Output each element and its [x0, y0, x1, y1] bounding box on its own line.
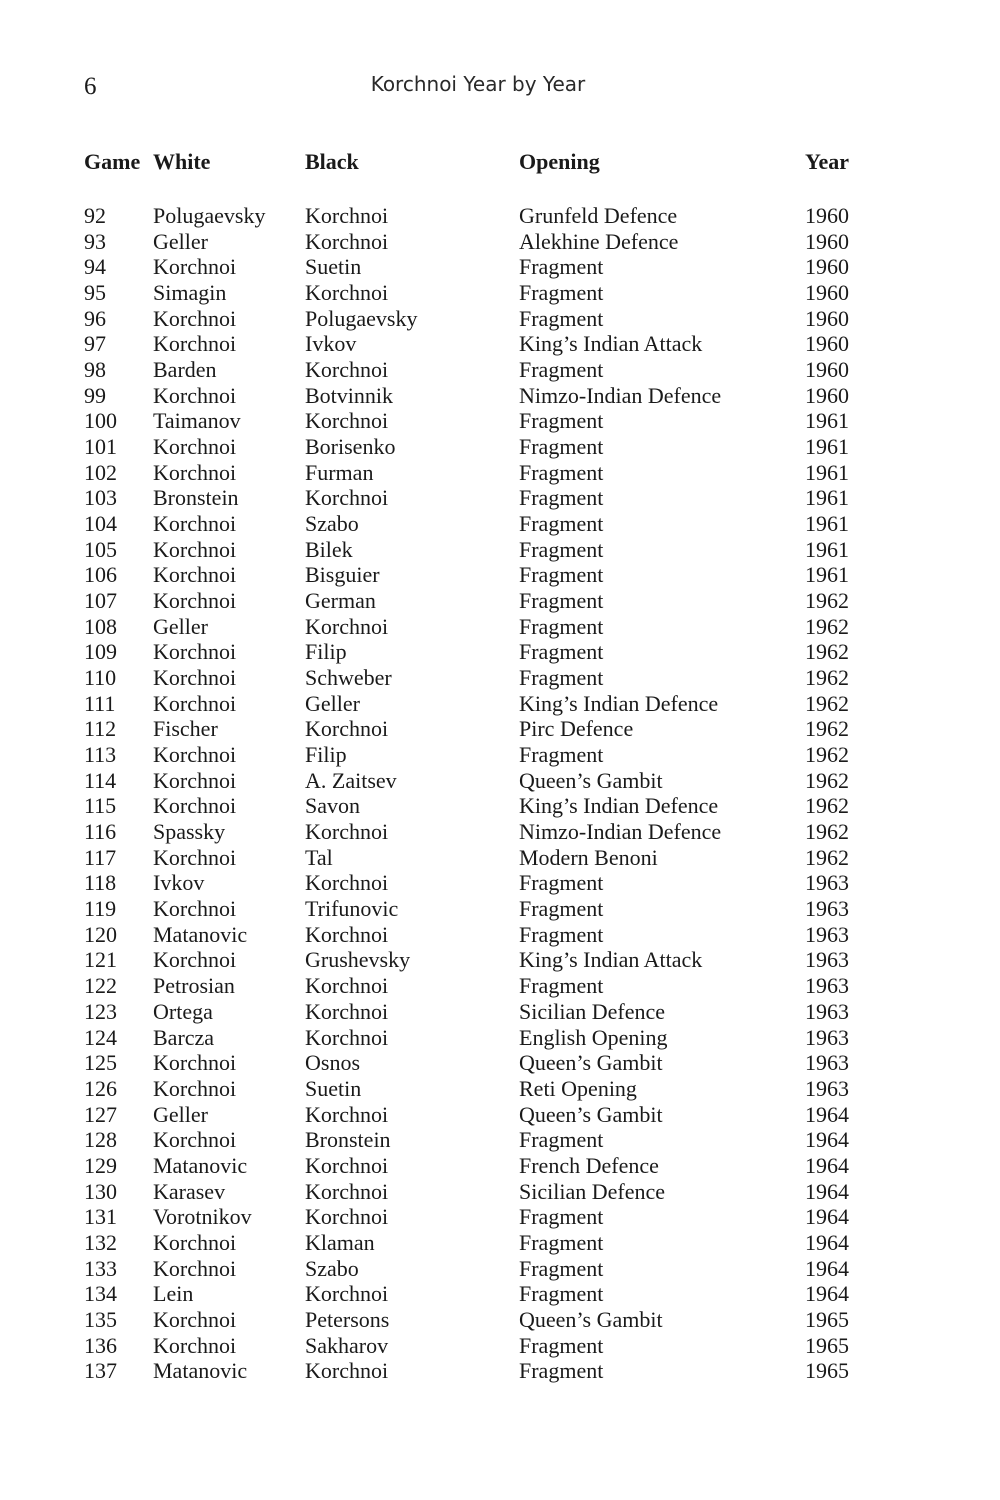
cell-game: 119 [84, 896, 117, 922]
cell-opening: Fragment [519, 254, 604, 280]
cell-black: Korchnoi [305, 280, 389, 306]
cell-white: Korchnoi [153, 434, 237, 460]
table-row [84, 793, 864, 819]
cell-year: 1964 [805, 1152, 849, 1178]
cell-year: 1960 [805, 357, 849, 383]
cell-opening: Fragment [519, 896, 604, 922]
cell-black: Suetin [305, 1075, 362, 1101]
cell-black: Korchnoi [305, 1178, 389, 1204]
cell-white: Matanovic [153, 1152, 248, 1178]
cell-white: Korchnoi [153, 947, 237, 973]
cell-opening: Queen’s Gambit [519, 1050, 663, 1076]
cell-game: 106 [84, 562, 117, 588]
cell-black: Korchnoi [305, 228, 389, 254]
header-opening: Opening [519, 149, 600, 174]
cell-game: 133 [84, 1255, 117, 1281]
cell-game: 121 [84, 947, 117, 973]
cell-opening: Fragment [519, 1281, 604, 1307]
cell-year: 1960 [805, 382, 849, 408]
cell-game: 126 [84, 1075, 117, 1101]
table-row [84, 973, 864, 999]
cell-year: 1960 [805, 228, 849, 254]
cell-black: Schweber [305, 665, 392, 691]
cell-opening: Fragment [519, 1229, 604, 1255]
cell-white: Spassky [153, 819, 226, 845]
cell-year: 1962 [805, 716, 849, 742]
cell-opening: Fragment [519, 511, 604, 537]
cell-year: 1962 [805, 767, 849, 793]
cell-white: Geller [153, 1101, 208, 1127]
cell-opening: Reti Opening [519, 1075, 637, 1101]
cell-white: Matanovic [153, 921, 248, 947]
cell-year: 1962 [805, 793, 849, 819]
table-row [84, 742, 864, 768]
cell-game: 134 [84, 1281, 117, 1307]
cell-year: 1962 [805, 844, 849, 870]
table-row [84, 280, 864, 306]
cell-black: Korchnoi [305, 1204, 389, 1230]
cell-year: 1964 [805, 1178, 849, 1204]
cell-black: Furman [305, 459, 374, 485]
table-row [84, 1179, 864, 1205]
cell-black: Sakharov [305, 1332, 389, 1358]
table-row [84, 1153, 864, 1179]
cell-opening: Fragment [519, 536, 604, 562]
cell-white: Korchnoi [153, 536, 237, 562]
table-row [84, 254, 864, 280]
cell-black: Korchnoi [305, 716, 389, 742]
cell-opening: Fragment [519, 305, 604, 331]
table-row [84, 1050, 864, 1076]
cell-year: 1962 [805, 690, 849, 716]
table-row [84, 383, 864, 409]
cell-black: Korchnoi [305, 485, 389, 511]
cell-white: Korchnoi [153, 639, 237, 665]
cell-year: 1965 [805, 1332, 849, 1358]
cell-white: Korchnoi [153, 793, 237, 819]
cell-year: 1964 [805, 1101, 849, 1127]
cell-year: 1960 [805, 280, 849, 306]
cell-year: 1963 [805, 947, 849, 973]
cell-game: 125 [84, 1050, 117, 1076]
cell-black: Osnos [305, 1050, 361, 1076]
table-row [84, 460, 864, 486]
table-row [84, 1281, 864, 1307]
cell-white: Korchnoi [153, 844, 237, 870]
cell-black: Borisenko [305, 434, 396, 460]
cell-opening: King’s Indian Attack [519, 331, 703, 357]
cell-game: 132 [84, 1229, 117, 1255]
cell-white: Korchnoi [153, 1050, 237, 1076]
cell-opening: Fragment [519, 562, 604, 588]
cell-game: 127 [84, 1101, 117, 1127]
cell-white: Korchnoi [153, 382, 237, 408]
cell-year: 1963 [805, 998, 849, 1024]
cell-white: Korchnoi [153, 690, 237, 716]
cell-white: Ortega [153, 998, 213, 1024]
cell-year: 1960 [805, 331, 849, 357]
cell-opening: Pirc Defence [519, 716, 634, 742]
cell-game: 92 [84, 203, 106, 228]
header-game: Game [84, 149, 141, 174]
table-row [84, 537, 864, 563]
cell-opening: Fragment [519, 1204, 604, 1230]
cell-black: Klaman [305, 1229, 375, 1255]
cell-opening: Fragment [519, 1255, 604, 1281]
cell-black: German [305, 588, 376, 614]
cell-white: Korchnoi [153, 254, 237, 280]
table-row [84, 331, 864, 357]
cell-year: 1965 [805, 1358, 849, 1384]
cell-game: 103 [84, 485, 117, 511]
cell-black: Suetin [305, 254, 362, 280]
table-row [84, 562, 864, 588]
cell-black: Szabo [305, 511, 359, 537]
cell-game: 113 [84, 742, 117, 768]
cell-white: Korchnoi [153, 1306, 237, 1332]
cell-black: Tal [305, 844, 333, 870]
cell-game: 96 [84, 305, 106, 331]
cell-black: Korchnoi [305, 1358, 389, 1384]
header-black: Black [305, 149, 359, 174]
cell-year: 1964 [805, 1127, 849, 1153]
cell-opening: Fragment [519, 1127, 604, 1153]
table-row [84, 614, 864, 640]
cell-year: 1961 [805, 562, 849, 588]
cell-game: 110 [84, 665, 117, 691]
cell-white: Karasev [153, 1178, 226, 1204]
cell-year: 1963 [805, 921, 849, 947]
table-row [84, 229, 864, 255]
table-row [84, 1358, 864, 1384]
table-row [84, 1204, 864, 1230]
cell-opening: Fragment [519, 1358, 604, 1384]
cell-white: Petrosian [153, 973, 235, 999]
cell-opening: Fragment [519, 588, 604, 614]
page-number: 6 [84, 73, 97, 100]
cell-game: 128 [84, 1127, 117, 1153]
games-table [84, 148, 864, 1384]
table-row [84, 639, 864, 665]
cell-white: Korchnoi [153, 1075, 237, 1101]
cell-game: 109 [84, 639, 117, 665]
cell-year: 1963 [805, 1050, 849, 1076]
cell-game: 122 [84, 973, 117, 999]
cell-year: 1963 [805, 1024, 849, 1050]
cell-black: Korchnoi [305, 819, 389, 845]
cell-year: 1964 [805, 1281, 849, 1307]
cell-opening: Queen’s Gambit [519, 1101, 663, 1127]
cell-year: 1963 [805, 870, 849, 896]
cell-black: Korchnoi [305, 408, 389, 434]
table-row [84, 947, 864, 973]
cell-year: 1961 [805, 485, 849, 511]
cell-opening: Sicilian Defence [519, 1178, 665, 1204]
table-row [84, 691, 864, 717]
cell-white: Korchnoi [153, 562, 237, 588]
cell-opening: Nimzo-Indian Defence [519, 382, 722, 408]
table-row [84, 1076, 864, 1102]
cell-opening: Queen’s Gambit [519, 767, 663, 793]
cell-game: 108 [84, 613, 117, 639]
cell-game: 93 [84, 228, 106, 254]
cell-black: Bronstein [305, 1127, 391, 1153]
table-header-row [84, 148, 864, 176]
cell-year: 1964 [805, 1229, 849, 1255]
cell-opening: King’s Indian Defence [519, 793, 719, 819]
cell-opening: French Defence [519, 1152, 659, 1178]
cell-black: Trifunovic [305, 896, 399, 922]
cell-black: Korchnoi [305, 1152, 389, 1178]
cell-white: Korchnoi [153, 742, 237, 768]
table-row [84, 511, 864, 537]
table-row [84, 1127, 864, 1153]
cell-year: 1960 [805, 254, 849, 280]
cell-year: 1964 [805, 1204, 849, 1230]
cell-game: 131 [84, 1204, 117, 1230]
cell-white: Fischer [153, 716, 218, 742]
cell-white: Bronstein [153, 485, 239, 511]
cell-game: 117 [84, 844, 117, 870]
table-row [84, 768, 864, 794]
cell-game: 99 [84, 382, 106, 408]
running-head: Korchnoi Year by Year [370, 72, 586, 96]
cell-game: 100 [84, 408, 117, 434]
cell-white: Korchnoi [153, 1332, 237, 1358]
cell-game: 105 [84, 536, 117, 562]
cell-game: 136 [84, 1332, 117, 1358]
cell-white: Barden [153, 357, 217, 383]
cell-white: Korchnoi [153, 511, 237, 537]
cell-year: 1963 [805, 896, 849, 922]
cell-opening: King’s Indian Defence [519, 690, 719, 716]
cell-opening: Fragment [519, 280, 604, 306]
cell-opening: Modern Benoni [519, 844, 658, 870]
cell-black: Korchnoi [305, 1024, 389, 1050]
cell-opening: Fragment [519, 973, 604, 999]
cell-opening: Fragment [519, 921, 604, 947]
cell-opening: Alekhine Defence [519, 228, 679, 254]
cell-white: Korchnoi [153, 331, 237, 357]
cell-opening: Fragment [519, 870, 604, 896]
table-row [84, 665, 864, 691]
cell-year: 1963 [805, 973, 849, 999]
cell-black: Botvinnik [305, 382, 394, 408]
cell-game: 107 [84, 588, 117, 614]
cell-black: Savon [305, 793, 360, 819]
cell-game: 114 [84, 767, 117, 793]
cell-white: Korchnoi [153, 1255, 237, 1281]
table-row [84, 1333, 864, 1359]
cell-year: 1962 [805, 742, 849, 768]
cell-black: Petersons [305, 1306, 390, 1332]
cell-opening: Fragment [519, 357, 604, 383]
cell-white: Barcza [153, 1024, 215, 1050]
cell-opening: Fragment [519, 485, 604, 511]
cell-year: 1960 [805, 305, 849, 331]
cell-white: Korchnoi [153, 767, 237, 793]
cell-game: 101 [84, 434, 117, 460]
table-row [84, 306, 864, 332]
cell-black: Korchnoi [305, 921, 389, 947]
cell-white: Matanovic [153, 1358, 248, 1384]
cell-white: Vorotnikov [153, 1204, 252, 1230]
cell-white: Taimanov [153, 408, 241, 434]
table-row [84, 485, 864, 511]
cell-opening: Fragment [519, 434, 604, 460]
cell-black: Bilek [305, 536, 353, 562]
cell-black: Korchnoi [305, 1101, 389, 1127]
cell-game: 98 [84, 357, 106, 383]
cell-white: Geller [153, 613, 208, 639]
cell-black: Korchnoi [305, 357, 389, 383]
cell-game: 112 [84, 716, 117, 742]
cell-white: Geller [153, 228, 208, 254]
cell-white: Korchnoi [153, 1127, 237, 1153]
cell-game: 95 [84, 280, 106, 306]
cell-game: 115 [84, 793, 117, 819]
cell-year: 1962 [805, 819, 849, 845]
cell-year: 1962 [805, 639, 849, 665]
cell-year: 1962 [805, 613, 849, 639]
cell-black: A. Zaitsev [305, 767, 397, 793]
cell-white: Korchnoi [153, 896, 237, 922]
cell-year: 1961 [805, 536, 849, 562]
cell-black: Korchnoi [305, 973, 389, 999]
cell-year: 1961 [805, 459, 849, 485]
cell-game: 102 [84, 459, 117, 485]
table-row [84, 1256, 864, 1282]
cell-game: 124 [84, 1024, 117, 1050]
cell-year: 1964 [805, 1255, 849, 1281]
cell-year: 1962 [805, 665, 849, 691]
cell-white: Korchnoi [153, 588, 237, 614]
cell-black: Filip [305, 639, 347, 665]
table-row [84, 922, 864, 948]
cell-year: 1965 [805, 1306, 849, 1332]
cell-white: Korchnoi [153, 665, 237, 691]
cell-black: Korchnoi [305, 613, 389, 639]
cell-opening: Fragment [519, 459, 604, 485]
table-body [84, 203, 864, 1384]
cell-game: 123 [84, 998, 117, 1024]
cell-opening: English Opening [519, 1024, 668, 1050]
cell-game: 130 [84, 1178, 117, 1204]
header-white: White [153, 149, 211, 174]
table-row [84, 819, 864, 845]
cell-black: Geller [305, 690, 360, 716]
cell-black: Korchnoi [305, 1281, 389, 1307]
cell-game: 135 [84, 1306, 117, 1332]
cell-white: Korchnoi [153, 1229, 237, 1255]
cell-game: 116 [84, 819, 117, 845]
cell-game: 120 [84, 921, 117, 947]
table-row [84, 1230, 864, 1256]
cell-game: 111 [84, 690, 116, 716]
cell-opening: Fragment [519, 665, 604, 691]
header-year: Year [805, 149, 849, 174]
table-row [84, 1102, 864, 1128]
table-row [84, 203, 864, 229]
cell-opening: Nimzo-Indian Defence [519, 819, 722, 845]
cell-black: Bisguier [305, 562, 380, 588]
cell-opening: Fragment [519, 639, 604, 665]
cell-opening: Fragment [519, 408, 604, 434]
cell-white: Polugaevsky [153, 203, 266, 228]
cell-black: Szabo [305, 1255, 359, 1281]
cell-white: Lein [153, 1281, 194, 1307]
cell-opening: Queen’s Gambit [519, 1306, 663, 1332]
table-row [84, 716, 864, 742]
cell-year: 1961 [805, 408, 849, 434]
cell-year: 1961 [805, 511, 849, 537]
cell-white: Simagin [153, 280, 227, 306]
table-row [84, 896, 864, 922]
cell-year: 1961 [805, 434, 849, 460]
cell-game: 97 [84, 331, 106, 357]
cell-year: 1960 [805, 203, 849, 228]
cell-year: 1963 [805, 1075, 849, 1101]
cell-game: 118 [84, 870, 117, 896]
table-row [84, 1025, 864, 1051]
table-row [84, 434, 864, 460]
cell-year: 1962 [805, 588, 849, 614]
cell-opening: Sicilian Defence [519, 998, 665, 1024]
cell-white: Ivkov [153, 870, 205, 896]
cell-opening: King’s Indian Attack [519, 947, 703, 973]
cell-game: 94 [84, 254, 106, 280]
table-row [84, 588, 864, 614]
cell-game: 104 [84, 511, 117, 537]
cell-black: Polugaevsky [305, 305, 418, 331]
cell-black: Korchnoi [305, 998, 389, 1024]
table-row [84, 845, 864, 871]
table-row [84, 870, 864, 896]
cell-opening: Fragment [519, 613, 604, 639]
cell-black: Ivkov [305, 331, 357, 357]
cell-black: Korchnoi [305, 870, 389, 896]
table-row [84, 1307, 864, 1333]
table-row [84, 408, 864, 434]
cell-white: Korchnoi [153, 459, 237, 485]
cell-black: Grushevsky [305, 947, 411, 973]
cell-game: 137 [84, 1358, 117, 1384]
table-row [84, 999, 864, 1025]
cell-opening: Fragment [519, 742, 604, 768]
cell-opening: Fragment [519, 1332, 604, 1358]
cell-black: Korchnoi [305, 203, 389, 228]
cell-opening: Grunfeld Defence [519, 203, 678, 228]
table-row [84, 357, 864, 383]
cell-game: 129 [84, 1152, 117, 1178]
cell-white: Korchnoi [153, 305, 237, 331]
cell-black: Filip [305, 742, 347, 768]
